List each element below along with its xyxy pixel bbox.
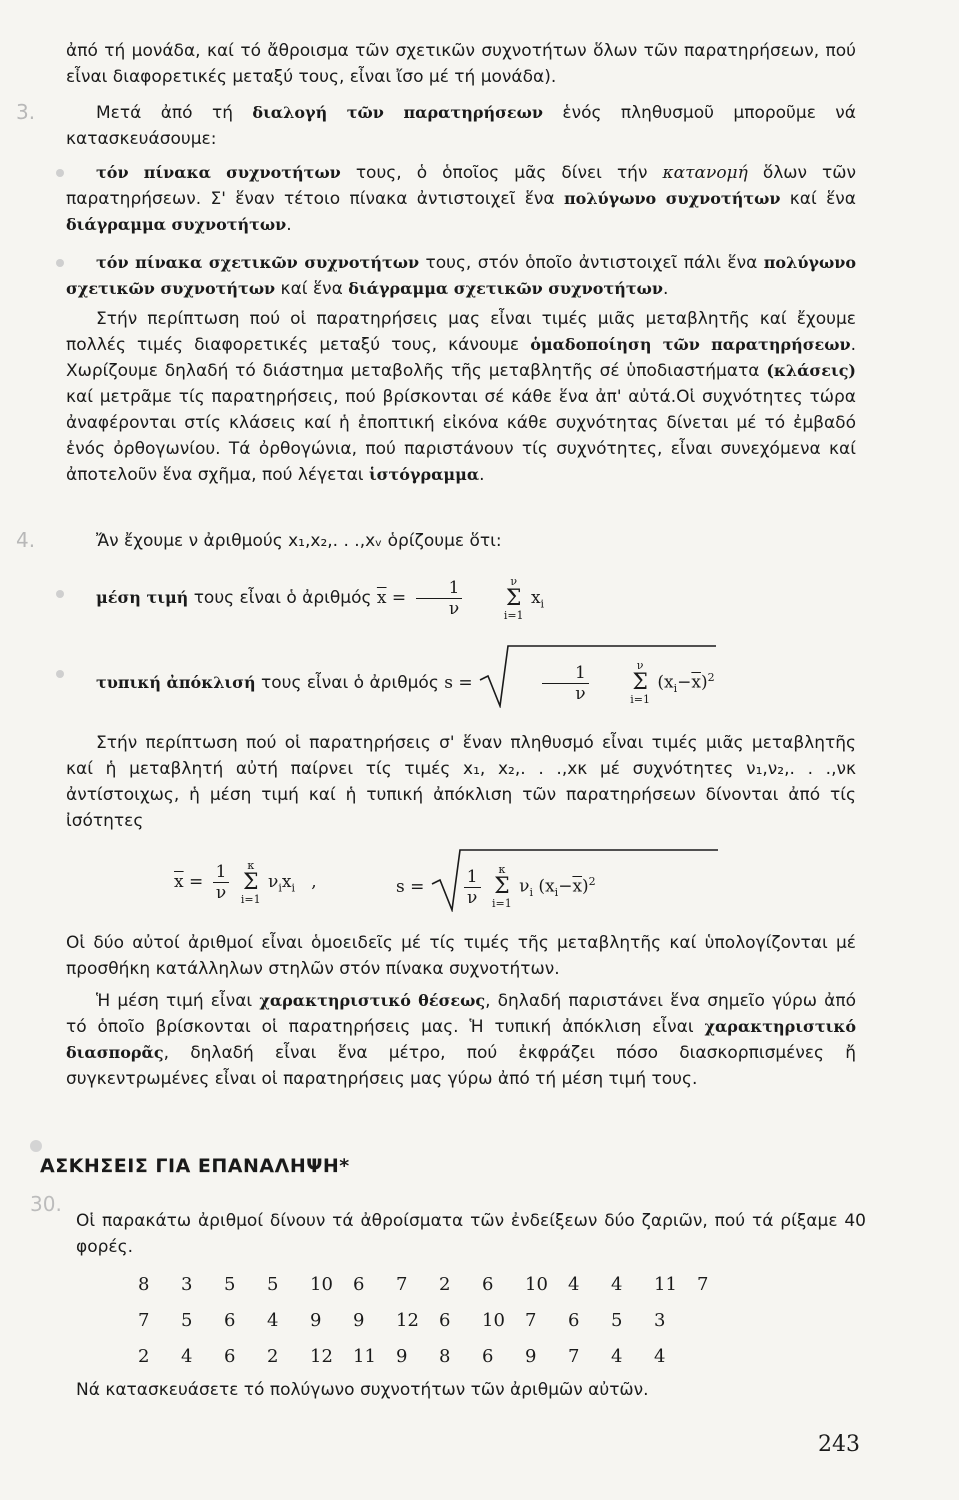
table-cell: 5 (611, 1309, 623, 1331)
table-cell: 2 (439, 1273, 451, 1295)
table-cell: 4 (611, 1345, 623, 1367)
table-cell: 7 (697, 1273, 709, 1295)
table-cell: 6 (224, 1309, 236, 1331)
table-cell: 6 (439, 1309, 451, 1331)
table-cell: 9 (396, 1345, 408, 1367)
table-cell: 5 (181, 1309, 193, 1331)
table-cell: 12 (310, 1345, 333, 1367)
table-cell: 7 (138, 1309, 150, 1331)
bullet-relative-frequency-table: τόν πίνακα σχετικῶν συχνοτήτων τους, στόν ὁποῖο ἀντιστοιχεῖ πάλι ἕνα πολύγωνο σχετικῶν συχνοτήτων καί ἕνα διάγραμμα σχετικῶν συχνοτήτων. (66, 250, 856, 302)
paragraph-characteristics: Ἡ μέση τιμή εἶναι χαρακτηριστικό θέσεως, δηλαδή παριστάνει ἕνα σημεῖο γύρω ἀπό τό ὁποῖο βρίσκονται οἱ παρατηρήσεις μας. Ἡ τυπική ἀπόκλιση εἶναι χαρακτηριστικό διασπορᾶς, δηλαδή εἶναι ἕνα μέτρο, πού ἐκφράζει πόσο διασκορπισμένες ἤ συγκεντρωμένες εἶναι οἱ παρατηρήσεις μας γύρω ἀπό τή μέση τιμή τους. (66, 991, 856, 1089)
table-cell: 4 (568, 1273, 580, 1295)
section-number: 3. (16, 100, 36, 124)
table-cell: 5 (267, 1273, 279, 1295)
paragraph-homogeneous: Οἱ δύο αὐτοί ἀριθμοί εἶναι ὁμοειδεῖς μέ τίς τιμές τῆς μεταβλητῆς καί ὑπολογίζονται μέ προσθήκη κατάλληλων στηλῶν στόν πίνακα συχνοτήτων. (66, 933, 856, 979)
table-cell: 9 (525, 1345, 537, 1367)
table-cell: 7 (396, 1273, 408, 1295)
table-cell: 4 (611, 1273, 623, 1295)
table-cell: 8 (439, 1345, 451, 1367)
table-cell: 2 (267, 1345, 279, 1367)
table-row (138, 1338, 740, 1374)
exercises-heading: ΑΣΚΗΣΕΙΣ ΓΙΑ ΕΠΑΝΑΛΗΨΗ* (40, 1155, 350, 1177)
section-3 (16, 100, 856, 152)
bullet-frequency-table: τόν πίνακα συχνοτήτων τους, ὁ ὁποῖος μᾶς δίνει τήν κατανομή ὅλων τῶν παρατηρήσεων. Σ' ἕναν τέτοιο πίνακα ἀντιστοιχεῖ ἕνα πολύγωνο συχνοτήτων καί ἕνα διάγραμμα συχνοτήτων. (66, 160, 856, 238)
table-cell: 10 (482, 1309, 505, 1331)
bullet-dot (56, 590, 64, 598)
section-number: 4. (16, 528, 36, 552)
std-definition: τυπική ἀπόκλισή τους εἶναι ὁ ἀριθμός s = $\frac{1}{\nu}$ ν Σ i=1 $(x_i-\overline{x})^2$ (66, 650, 856, 720)
exercise-text: Οἱ παρακάτω ἀριθμοί δίνουν τά ἀθροίσματα τῶν ἐνδείξεων δύο ζαριῶν, πού τά ρίξαμε 40 φορές. (76, 1211, 866, 1257)
bullet-dot (56, 670, 64, 678)
section-4: 4. Ἄν ἔχουμε ν ἀριθμούς x₁,x₂,. . .,xᵥ ὁρίζουμε ὅτι: (16, 528, 502, 552)
table-cell: 7 (568, 1345, 580, 1367)
table-row (138, 1266, 740, 1302)
grouped-std-formula: s = $\frac{1}{\nu}$ κ Σ i=1 $\nu_i$ $(x_i-\overline{x})^2$ (396, 854, 596, 921)
bullet-dot (56, 259, 64, 267)
page-number: 243 (818, 1432, 860, 1457)
table-cell: 6 (224, 1345, 236, 1367)
grouped-mean-formula: $\overline{x}$ = $\frac{1}{\nu}$ κ Σ i=1 $\nu_ix_i$ , (174, 858, 317, 906)
heading-bullet (30, 1140, 42, 1152)
table-cell: 10 (525, 1273, 548, 1295)
table-cell: 10 (310, 1273, 333, 1295)
section-3-intro: Μετά ἀπό τή διαλογή τῶν παρατηρήσεων ἑνός πληθυσμοῦ μποροῦμε νά κατασκευάσουμε: (66, 103, 856, 149)
table-cell: 5 (224, 1273, 236, 1295)
grouped-formulas (66, 850, 856, 920)
table-cell: 8 (138, 1273, 150, 1295)
table-cell: 12 (396, 1309, 419, 1331)
table-cell: 3 (654, 1309, 666, 1331)
table-cell: 4 (654, 1345, 666, 1367)
paragraph-grouped-data: Στήν περίπτωση πού οἱ παρατηρήσεις σ' ἕναν πληθυσμό εἶναι τιμές μιᾶς μεταβλητῆς καί ἡ μεταβλητή αὐτή παίρνει τίς τιμές x₁, x₂,. . .,xκ μέ συχνότητες ν₁,ν₂,. . .,νκ ἀντίστοιχως, ἡ μέση τιμή καί ἡ τυπική ἀπόκλιση τῶν παρατηρήσεων δίνονται ἀπό τίς ἰσότητες (66, 733, 856, 831)
mean-definition: μέση τιμή τους εἶναι ὁ ἀριθμός $\overline{x}$ = $\frac{1}{\nu}$ ν Σ i=1 $x_i$ (66, 568, 856, 628)
table-cell: 6 (568, 1309, 580, 1331)
table-cell: 6 (353, 1273, 365, 1295)
table-cell: 9 (353, 1309, 365, 1331)
table-cell: 6 (482, 1273, 494, 1295)
table-cell: 4 (267, 1309, 279, 1331)
mean-formula: $\overline{x}$ = $\frac{1}{\nu}$ ν Σ i=1 $x_i$ (376, 574, 545, 622)
table-row (138, 1302, 740, 1338)
paragraph-intro: ἀπό τή μονάδα, καί τό ἄθροισμα τῶν σχετικῶν συχνοτήτων ὅλων τῶν παρατηρήσεων, πού εἶναι διαφορετικές μεταξύ τους, εἶναι ἴσο μέ τή μονάδα). (66, 41, 856, 87)
table-cell: 9 (310, 1309, 322, 1331)
table-cell: 7 (525, 1309, 537, 1331)
table-cell: 3 (181, 1273, 193, 1295)
table-cell: 11 (353, 1345, 376, 1367)
std-formula: s = $\frac{1}{\nu}$ ν Σ i=1 $(x_i-\overline{x})^2$ (444, 673, 714, 693)
table-cell: 2 (138, 1345, 150, 1367)
bullet-dot (56, 169, 64, 177)
table-cell: 6 (482, 1345, 494, 1367)
paragraph-grouping: Στήν περίπτωση πού οἱ παρατηρήσεις μας εἶναι τιμές μιᾶς μεταβλητῆς καί ἔχουμε πολλές τιμές διαφορετικές μεταξύ τους, κάνουμε ὁμαδοποίηση τῶν παρατηρήσεων. Χωρίζουμε δηλαδή τό διάστημα μεταβολῆς τῆς μεταβλητῆς σέ ὑποδιαστήματα (κλάσεις) καί μετρᾶμε τίς παρατηρήσεις, πού βρίσκονται σέ κάθε ἕνα ἀπ' αὐτά.Οἱ συχνότητες τώρα ἀναφέρονται στίς κλάσεις καί ἡ ἐποπτική εἰκόνα κάθε συχνότητας δίνεται μέ τό ἐμβαδό ἑνός ὀρθογωνίου. Τά ὀρθογώνια, πού παριστάνουν τίς συχνότητες, εἶναι συνεχόμενα καί ἀποτελοῦν ἕνα σχῆμα, πού λέγεται ἱστόγραμμα. (66, 309, 856, 485)
exercise-task: Νά κατασκευάσετε τό πολύγωνο συχνοτήτων τῶν ἀριθμῶν αὐτῶν. (76, 1380, 649, 1400)
table-cell: 4 (181, 1345, 193, 1367)
exercise-number: 30. (30, 1192, 62, 1216)
dice-sums-table (138, 1266, 740, 1374)
table-cell: 11 (654, 1273, 677, 1295)
